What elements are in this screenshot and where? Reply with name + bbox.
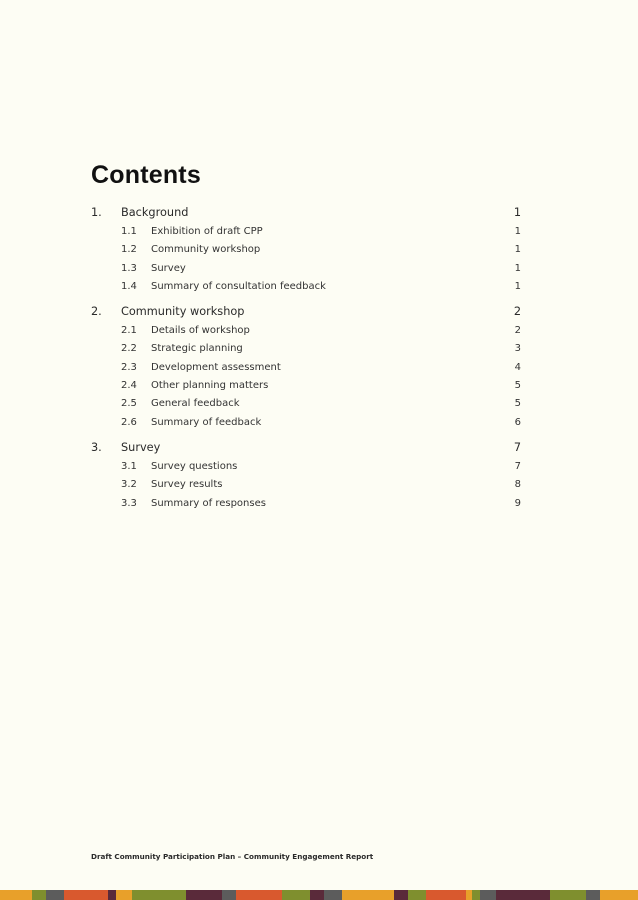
toc-subentry-page: 1 [514,226,521,237]
bar-segment [586,890,600,900]
footer-title: Draft Community Participation Plan – Community Engagement Report [91,852,374,861]
toc-subentry-title: Survey [151,262,186,274]
toc-subentry-number: 2.5 [121,398,137,410]
toc-subentry-number: 2.4 [121,380,137,392]
toc-subentry-title: Survey results [151,479,223,491]
bar-segment [426,890,466,900]
bar-segment [324,890,342,900]
toc-entry[interactable] [91,441,521,461]
toc-subentry[interactable] [91,226,521,244]
toc-section [91,206,521,299]
toc-subentry-page: 6 [514,416,521,428]
bar-segment [394,890,408,900]
bar-segment [132,890,186,900]
page-title: Contents [91,161,201,189]
toc-entry-page: 7 [513,440,521,454]
toc-subentry-page: 1 [514,244,521,256]
bar-segment [32,890,46,900]
toc-subentry[interactable] [91,362,521,380]
toc-subentry-title: Survey questions [151,460,238,472]
toc-entry[interactable] [91,206,521,226]
toc-subentry[interactable] [91,498,521,516]
toc-subentry-title: General feedback [151,398,240,410]
toc-subentry-page: 1 [514,280,521,292]
footer-color-bar [0,890,638,900]
toc-section [91,305,521,435]
bar-segment [342,890,394,900]
bar-segment [0,890,32,900]
toc-subentry-number: 2.2 [121,343,137,355]
toc-entry-page: 2 [513,305,521,319]
toc-entry-number: 3. [91,440,102,454]
bar-segment [496,890,550,900]
toc-subentry[interactable] [91,244,521,262]
toc-subentry-page: 7 [514,460,521,472]
toc-subentry[interactable] [91,325,521,343]
toc-subentry[interactable] [91,281,521,299]
toc-subentry-title: Exhibition of draft CPP [151,226,263,237]
toc-section [91,441,521,516]
bar-segment [116,890,132,900]
toc-subentry-title: Strategic planning [151,343,243,355]
toc-entry[interactable] [91,305,521,325]
toc-subentry-number: 2.6 [121,416,137,428]
bar-segment [46,890,64,900]
toc-subentry-number: 3.1 [121,460,137,472]
toc-subentry-title: Summary of consultation feedback [151,280,326,292]
toc-subentry-title: Summary of responses [151,497,266,509]
toc-subentry-title: Other planning matters [151,380,269,392]
toc-entry-number: 1. [91,206,102,219]
toc-subentry[interactable] [91,398,521,416]
bar-segment [480,890,496,900]
toc-entry-title: Survey [121,440,161,454]
bar-segment [310,890,324,900]
bar-segment [222,890,236,900]
bar-segment [408,890,426,900]
toc-subentry-title: Summary of feedback [151,416,262,428]
bar-segment [64,890,108,900]
bar-segment [282,890,310,900]
toc-subentry-title: Development assessment [151,361,281,373]
toc-subentry[interactable] [91,380,521,398]
toc-subentry-page: 2 [514,325,521,337]
toc-subentry[interactable] [91,263,521,281]
table-of-contents [91,206,521,522]
bar-segment [236,890,282,900]
toc-subentry[interactable] [91,417,521,435]
toc-entry-title: Community workshop [121,305,245,319]
bar-segment [472,890,480,900]
toc-subentry-number: 1.3 [121,262,137,274]
toc-subentry-page: 9 [514,497,521,509]
toc-subentry-number: 2.3 [121,361,137,373]
toc-subentry-title: Details of workshop [151,325,250,337]
toc-subentry-number: 1.4 [121,280,137,292]
toc-subentry-page: 1 [514,262,521,274]
toc-subentry-number: 1.1 [121,226,137,237]
toc-subentry[interactable] [91,343,521,361]
toc-subentry-number: 1.2 [121,244,137,256]
bar-segment [600,890,638,900]
toc-subentry-number: 2.1 [121,325,137,337]
toc-entry-page: 1 [513,206,521,219]
toc-entry-title: Background [121,206,189,219]
toc-subentry[interactable] [91,461,521,479]
toc-subentry-page: 4 [514,361,521,373]
toc-subentry-page: 3 [514,343,521,355]
toc-subentry-title: Community workshop [151,244,261,256]
toc-subentry-page: 5 [514,380,521,392]
toc-subentry-number: 3.2 [121,479,137,491]
toc-subentry-page: 5 [514,398,521,410]
bar-segment [186,890,222,900]
bar-segment [550,890,586,900]
toc-subentry-number: 3.3 [121,497,137,509]
toc-entry-number: 2. [91,305,102,319]
toc-subentry[interactable] [91,479,521,497]
toc-subentry-page: 8 [514,479,521,491]
bar-segment [108,890,116,900]
